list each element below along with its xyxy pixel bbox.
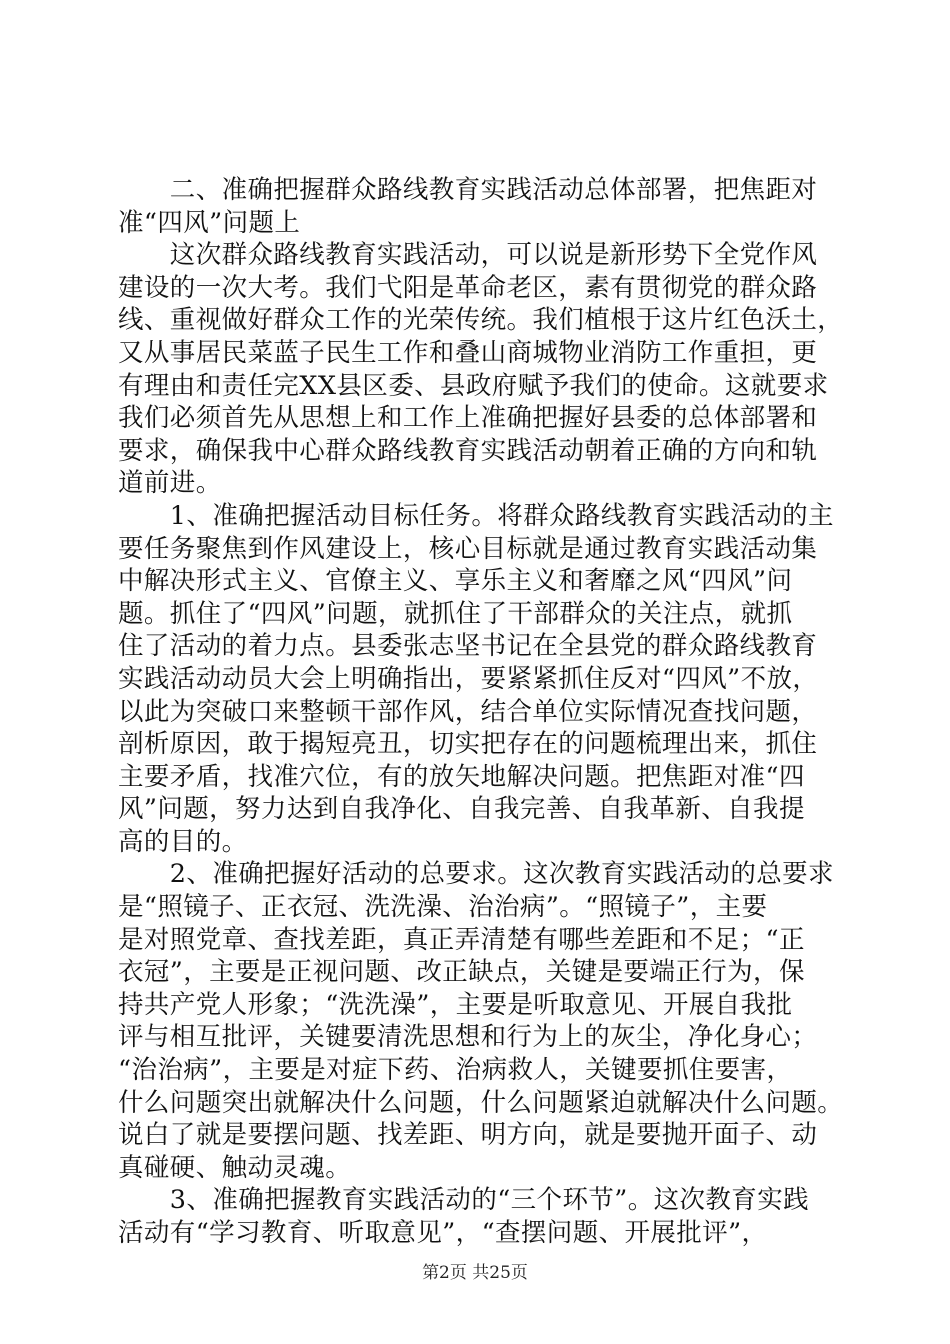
text-line: 题。抓住了“四风”问题，就抓住了干部群众的关注点，就抓 <box>118 598 793 629</box>
text-line: 衣冠”，主要是正视问题、改正缺点，关键是要端正行为，保 <box>118 957 805 988</box>
text-line: 又从事居民菜蓝子民生工作和叠山商城物业消防工作重担，更 <box>118 337 818 368</box>
text-line: 中解决形式主义、官僚主义、享乐主义和奢靡之风“四风”问 <box>118 566 793 597</box>
text-line: 高的目的。 <box>118 826 248 857</box>
text-line: 住了活动的着力点。县委张志坚书记在全县党的群众路线教育 <box>118 631 818 662</box>
text-line: 2、准确把握好活动的总要求。这次教育实践活动的总要求 <box>118 859 834 890</box>
text-line: 什么问题突出就解决什么问题，什么问题紧迫就解决什么问题。 <box>118 1087 844 1118</box>
text-line: 是“照镜子、正衣冠、洗洗澡、治治病”。“照镜子”，主要 <box>118 892 768 923</box>
text-line: 真碰硬、触动灵魂。 <box>118 1152 352 1183</box>
text-line: 活动有“学习教育、听取意见”，“查摆问题、开展批评”， <box>118 1218 768 1248</box>
text-line: 风”问题，努力达到自我净化、自我完善、自我革新、自我提 <box>118 794 805 825</box>
page-number-footer: 第2页 共25页 <box>422 1263 528 1283</box>
text-line: 以此为突破口来整顿干部作风，结合单位实际情况查找问题， <box>118 696 818 727</box>
text-line: 线、重视做好群众工作的光荣传统。我们植根于这片红色沃土， <box>118 305 844 336</box>
text-line: 是对照党章、查找差距，真正弄清楚有哪些差距和不足；“正 <box>118 924 805 955</box>
text-line: 实践活动动员大会上明确指出，要紧紧抓住反对“四风”不放， <box>118 663 819 694</box>
text-line: “治治病”，主要是对症下药、治病救人，关键要抓住要害， <box>118 1055 793 1086</box>
text-line: 二、准确把握群众路线教育实践活动总体部署，把焦距对 <box>118 175 818 205</box>
text-line: 主要矛盾，找准穴位，有的放矢地解决问题。把焦距对准“四 <box>118 761 805 792</box>
text-line: 说白了就是要摆问题、找差距、明方向，就是要抛开面子、动 <box>118 1120 818 1151</box>
text-line: 要求，确保我中心群众路线教育实践活动朝着正确的方向和轨 <box>118 435 818 466</box>
text-line: 3、准确把握教育实践活动的“三个环节”。这次教育实践 <box>118 1185 809 1216</box>
text-line: 建设的一次大考。我们弋阳是革命老区，素有贯彻党的群众路 <box>118 272 818 303</box>
text-line: 1、准确把握活动目标任务。将群众路线教育实践活动的主 <box>118 500 834 531</box>
text-line: 这次群众路线教育实践活动，可以说是新形势下全党作风 <box>118 240 818 271</box>
document-body <box>118 174 843 1250</box>
text-line: 有理由和责任完XX县区委、县政府赋予我们的使命。这就要求 <box>118 370 829 401</box>
text-line: 评与相互批评，关键要清洗思想和行为上的灰尘，净化身心； <box>118 1022 818 1053</box>
text-line: 要任务聚焦到作风建设上，核心目标就是通过教育实践活动集 <box>118 533 818 564</box>
text-line: 道前进。 <box>118 468 222 499</box>
text-line: 剖析原因，敢于揭短亮丑，切实把存在的问题梳理出来，抓住 <box>118 729 818 760</box>
text-line: 准“四风”问题上 <box>118 207 301 238</box>
text-line: 持共产党人形象；“洗洗澡”，主要是听取意见、开展自我批 <box>118 989 793 1020</box>
text-line: 我们必须首先从思想上和工作上准确把握好县委的总体部署和 <box>118 403 818 434</box>
